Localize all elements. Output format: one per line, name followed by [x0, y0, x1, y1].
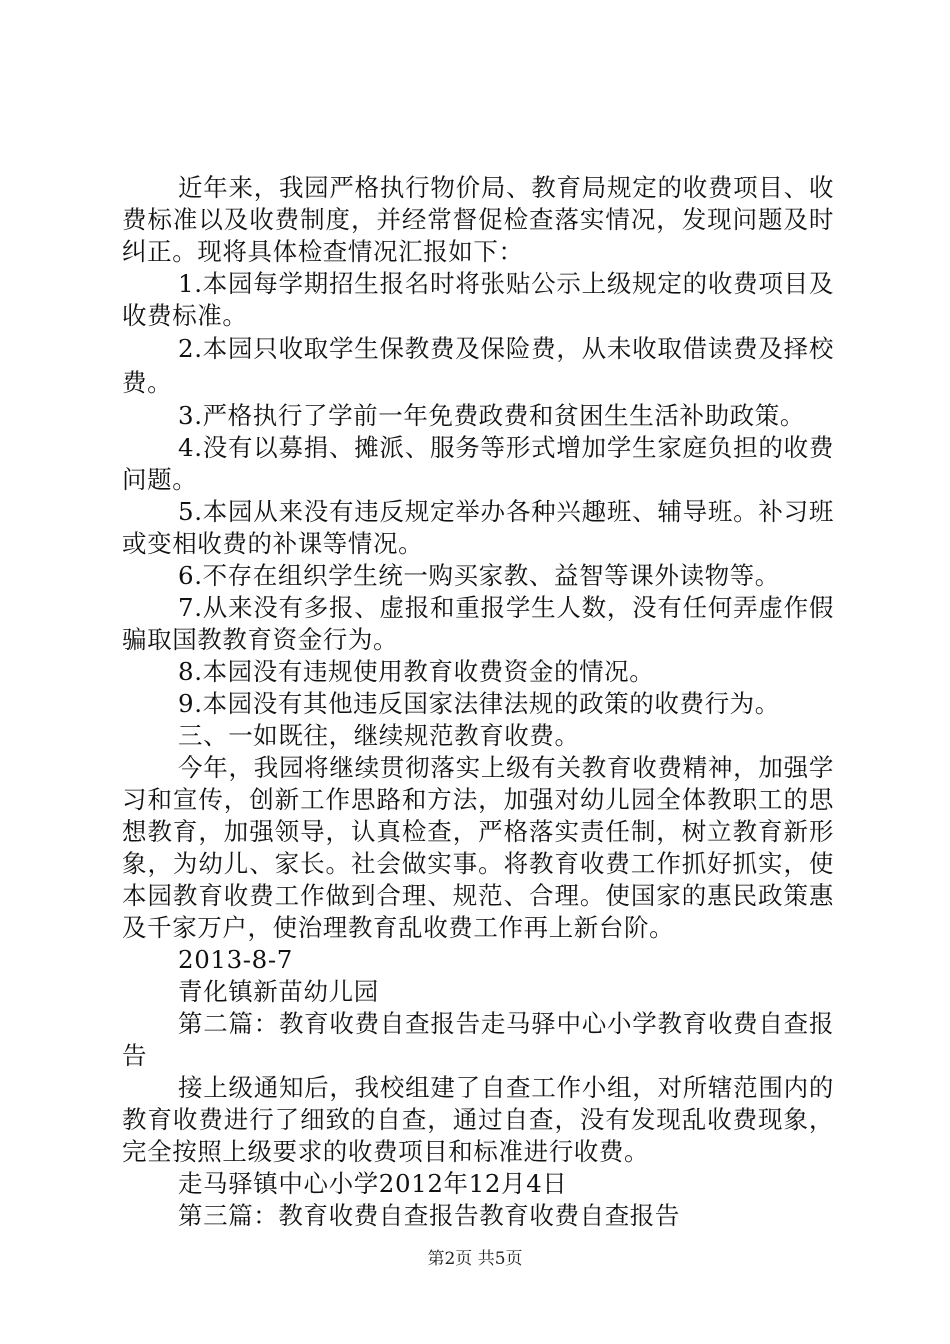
signature-kindergarten: 青化镇新苗幼儿园 — [178, 977, 379, 1006]
page-number-footer: 第2页 共5页 — [427, 1249, 523, 1269]
paragraph-school-report: 接上级通知后，我校组建了自查工作小组，对所辖范围内的教育收费进行了细致的自查，通过自查，没有发现乱收费现象，完全按照上级要求的收费项目和标准进行收费。 — [122, 1073, 834, 1166]
paragraph-item-9: 9.本园没有其他违反国家法律法规的政策的收费行为。 — [178, 689, 780, 718]
paragraph-item-2: 2.本园只收取学生保教费及保险费，从未收取借读费及择校费。 — [122, 334, 834, 397]
section-heading-part-three: 第三篇：教育收费自查报告教育收费自查报告 — [178, 1201, 680, 1230]
paragraph-intro: 近年来，我园严格执行物价局、教育局规定的收费项目、收费标准以及收费制度，并经常督促检查落实情况，发现问题及时纠正。现将具体检查情况汇报如下： — [122, 173, 834, 266]
paragraph-item-5: 5.本园从来没有违反规定举办各种兴趣班、辅导班。补习班或变相收费的补课等情况。 — [122, 497, 834, 558]
paragraph-item-6: 6.不存在组织学生统一购买家教、益智等课外读物等。 — [178, 561, 780, 590]
paragraph-item-1: 1.本园每学期招生报名时将张贴公示上级规定的收费项目及收费标准。 — [122, 269, 834, 330]
paragraph-this-year: 今年，我园将继续贯彻落实上级有关教育收费精神，加强学习和宣传，创新工作思路和方法，加强对幼儿园全体教职工的思想教育，加强领导，认真检查，严格落实责任制，树立教育新形象，为幼儿、家长。社会做实事。将教育收费工作抓好抓实，使本园教育收费工作做到合理、规范、合理。使国家的惠民政策惠及千家万户，使治理教育乱收费工作再上新台阶。 — [122, 753, 834, 942]
document-body — [122, 172, 834, 1232]
paragraph-item-7: 7.从来没有多报、虚报和重报学生人数，没有任何弄虚作假骗取国教教育资金行为。 — [122, 593, 834, 654]
signature-school-date: 走马驿镇中心小学2012年12月4日 — [178, 1169, 568, 1198]
date-line: 2013-8-7 — [178, 945, 293, 974]
section-heading-three: 三、一如既往，继续规范教育收费。 — [178, 721, 580, 750]
paragraph-item-8: 8.本园没有违规使用教育收费资金的情况。 — [178, 657, 655, 686]
paragraph-item-3: 3.严格执行了学前一年免费政费和贫困生生活补助政策。 — [178, 401, 805, 430]
section-heading-part-two: 第二篇：教育收费自查报告走马驿中心小学教育收费自查报告 — [122, 1009, 834, 1070]
paragraph-item-4: 4.没有以募捐、摊派、服务等形式增加学生家庭负担的收费问题。 — [122, 433, 834, 494]
